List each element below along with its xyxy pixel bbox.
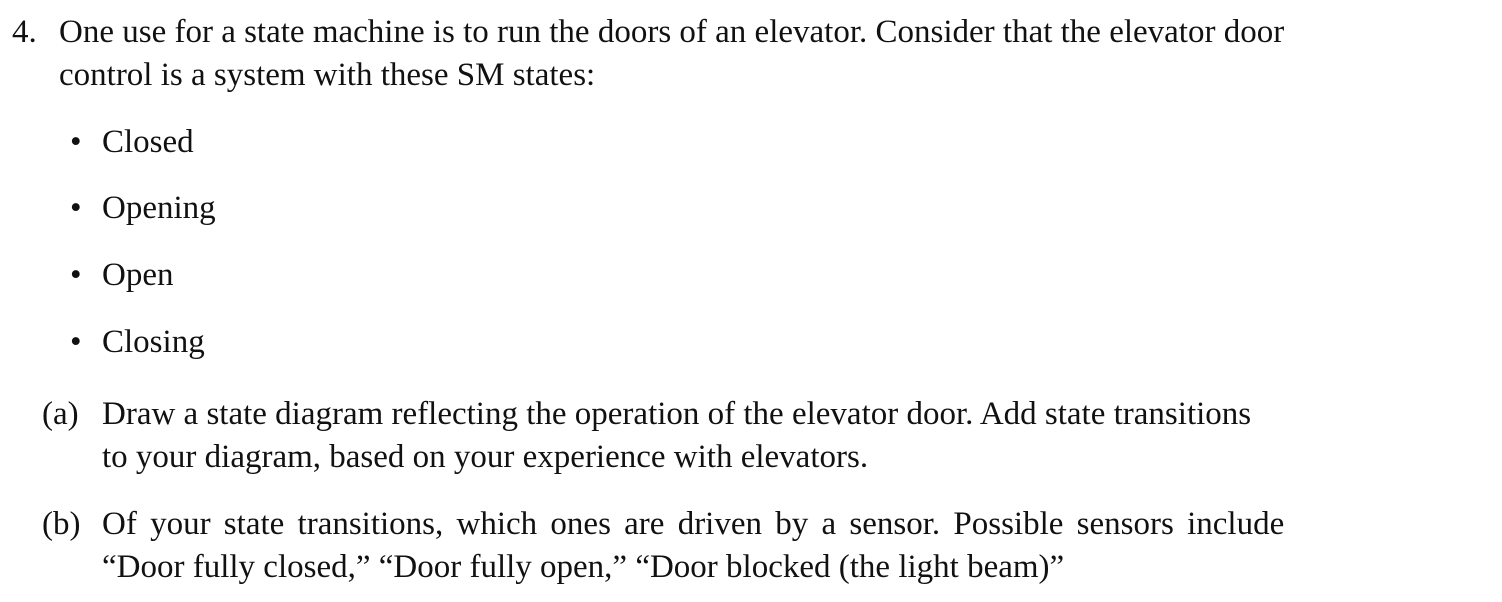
state-label: Open	[102, 257, 174, 293]
bullet-icon: •	[70, 190, 82, 226]
state-list-item-open	[70, 259, 173, 292]
state-label: Closed	[102, 124, 194, 160]
part-b-text-line-2: “Door fully closed,” “Door fully open,” “Door blocked (the light beam)”	[102, 549, 1065, 585]
question-stem-line-1: One use for a state machine is to run the doors of an elevator. Consider that the elevator door	[59, 14, 1285, 50]
state-label: Opening	[102, 190, 216, 226]
bullet-icon: •	[70, 257, 82, 293]
question-stem-line-2: control is a system with these SM states:	[59, 57, 596, 93]
state-list-item-closed	[70, 126, 194, 159]
state-list-item-opening	[70, 192, 216, 225]
part-a-text-line-1: Draw a state diagram reflecting the operation of the elevator door. Add state transitions	[102, 396, 1252, 432]
part-b-text-line-1: Of your state transitions, which ones are driven by a sensor. Possible sensors include	[102, 506, 1285, 542]
part-a-label: (a)	[42, 396, 79, 432]
bullet-icon: •	[70, 124, 82, 160]
bullet-icon: •	[70, 324, 82, 360]
question-number: 4.	[12, 14, 37, 50]
state-label: Closing	[102, 324, 205, 360]
state-list-item-closing	[70, 326, 205, 359]
part-a-text-line-2: to your diagram, based on your experience with elevators.	[102, 439, 869, 475]
part-b-label: (b)	[42, 506, 81, 542]
